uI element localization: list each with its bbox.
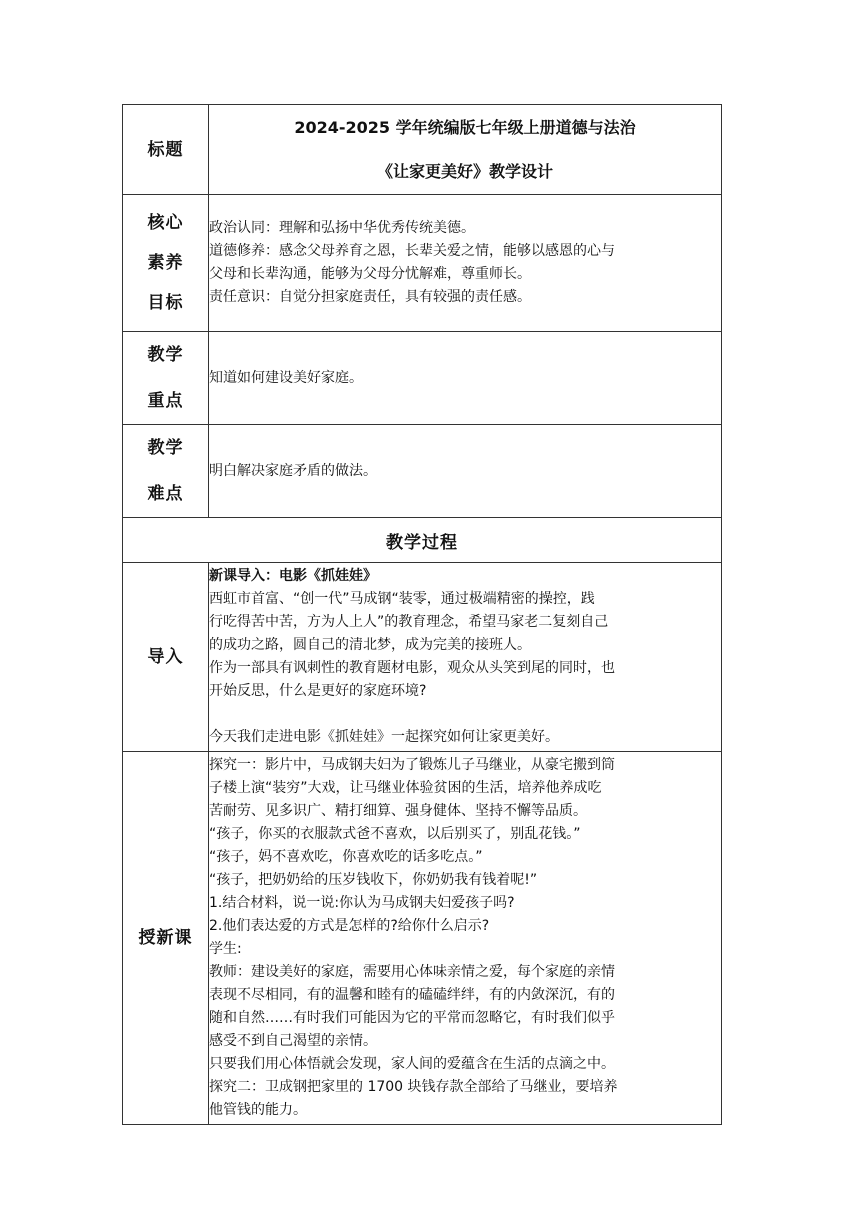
text-line: “孩子，妈不喜欢吃，你喜欢吃的话多吃点。”	[209, 849, 483, 865]
text-line: 2.他们表达爱的方式是怎样的?给你什么启示?	[209, 918, 490, 934]
text-line: 探究二：卫成钢把家里的 1700 块钱存款全部给了马继业，要培养	[209, 1079, 618, 1095]
core-goals-row	[123, 195, 722, 332]
text-line: 只要我们用心体悟就会发现，家人间的爱蕴含在生活的点滴之中。	[209, 1056, 615, 1072]
text-line: 表现不尽相同，有的温馨和睦有的磕磕绊绊，有的内敛深沉，有的	[209, 987, 615, 1003]
core-goals-content	[209, 195, 722, 332]
label-line: 教学	[147, 438, 184, 458]
title-row	[123, 105, 722, 195]
label-line: 素养	[147, 253, 184, 273]
text-line: 作为一部具有讽刺性的教育题材电影，观众从头笑到尾的同时，也	[209, 660, 615, 676]
label-line: 重点	[147, 391, 184, 411]
key-point-label	[123, 332, 209, 425]
intro-row	[123, 563, 722, 752]
blank-line	[209, 703, 721, 726]
process-header: 教学过程	[123, 518, 722, 563]
text-line: 1.结合材料，说一说:你认为马成钢夫妇爱孩子吗?	[209, 895, 515, 911]
text-line: 政治认同：理解和弘扬中华优秀传统美德。	[209, 220, 475, 236]
new-lesson-content	[209, 752, 722, 1125]
lesson-plan-table	[122, 104, 722, 1125]
label-line: 目标	[147, 293, 184, 313]
key-point-row	[123, 332, 722, 425]
text-line: 今天我们走进电影《抓娃娃》一起探究如何让家更美好。	[209, 729, 559, 745]
text-line: 知道如何建设美好家庭。	[209, 369, 363, 386]
document-title	[209, 105, 722, 195]
difficulty-row	[123, 425, 722, 518]
difficulty-label	[123, 425, 209, 518]
text-line: 子楼上演“装穷”大戏，让马继业体验贫困的生活，培养他养成吃	[209, 780, 602, 796]
title-line-1: 2024-2025 学年统编版七年级上册道德与法治	[294, 117, 636, 137]
intro-label: 导入	[123, 563, 209, 752]
text-line: 父母和长辈沟通，能够为父母分忧解难，尊重师长。	[209, 266, 531, 282]
text-line: 学生:	[209, 941, 242, 957]
new-lesson-row	[123, 752, 722, 1125]
text-line: 的成功之路，圆自己的清北梦，成为完美的接班人。	[209, 637, 531, 653]
key-point-content	[209, 332, 722, 425]
text-line: 他管钱的能力。	[209, 1102, 307, 1118]
title-label: 标题	[123, 105, 209, 195]
text-line: 责任意识：自觉分担家庭责任，具有较强的责任感。	[209, 289, 531, 305]
label-line: 核心	[147, 213, 184, 233]
process-header-row	[123, 518, 722, 563]
text-line: 感受不到自己渴望的亲情。	[209, 1033, 377, 1049]
core-goals-label	[123, 195, 209, 332]
text-line: 探究一：影片中，马成钢夫妇为了锻炼儿子马继业，从豪宅搬到筒	[209, 757, 615, 773]
text-line: 苦耐劳、见多识广、精打细算、强身健体、坚持不懈等品质。	[209, 803, 587, 819]
text-line: “孩子，把奶奶给的压岁钱收下，你奶奶我有钱着呢!”	[209, 872, 538, 888]
text-line: 行吃得苦中苦，方为人上人”的教育理念，希望马家老二复刻自己	[209, 614, 609, 630]
intro-content	[209, 563, 722, 752]
text-line: 道德修养：感念父母养育之恩，长辈关爱之情，能够以感恩的心与	[209, 243, 615, 259]
intro-heading: 新课导入：电影《抓娃娃》	[209, 568, 377, 584]
text-line: 开始反思，什么是更好的家庭环境?	[209, 683, 427, 699]
text-line: 随和自然……有时我们可能因为它的平常而忽略它，有时我们似乎	[209, 1010, 615, 1026]
label-line: 难点	[147, 484, 184, 504]
difficulty-content	[209, 425, 722, 518]
text-line: “孩子，你买的衣服款式爸不喜欢，以后别买了，别乱花钱。”	[209, 826, 581, 842]
new-lesson-label: 授新课	[123, 752, 209, 1125]
text-line: 教师：建设美好的家庭，需要用心体味亲情之爱，每个家庭的亲情	[209, 964, 615, 980]
text-line: 西虹市首富、“创一代”马成钢“装零，通过极端精密的操控，践	[209, 591, 595, 607]
title-line-2: 《让家更美好》教学设计	[376, 161, 553, 181]
text-line: 明白解决家庭矛盾的做法。	[209, 462, 377, 479]
label-line: 教学	[147, 345, 184, 365]
